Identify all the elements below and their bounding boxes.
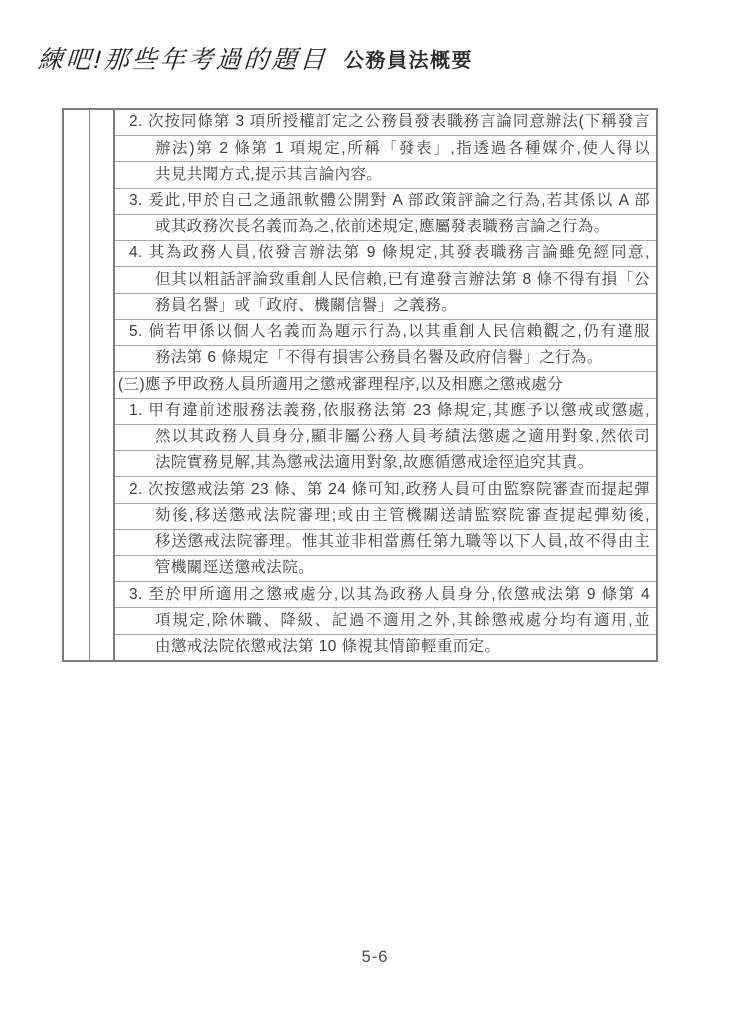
table-row-text: 劾後,移送懲戒法院審理;或由主管機關送請監察院審查提起彈劾後, — [155, 506, 650, 524]
running-head — [38, 40, 473, 76]
table-margin-column-1 — [64, 110, 90, 660]
table-row-text: 移送懲戒法院審理。惟其並非相當薦任第九職等以下人員,故不得由主 — [155, 533, 650, 551]
table-row — [115, 451, 656, 477]
table-row-text: 2. 次按懲戒法第 23 條、第 24 條可知,政務人員可由監察院審查而提起彈 — [129, 480, 650, 498]
table-row — [115, 504, 656, 530]
table-row — [115, 425, 656, 451]
table-row-text: 共見共聞方式,提示其言論內容。 — [155, 165, 383, 183]
table-row — [115, 215, 656, 241]
table-row — [115, 136, 656, 162]
table-row-text: 4. 其為政務人員,依發言辦法第 9 條規定,其發表職務言論雖免經同意, — [129, 244, 650, 262]
table-row — [115, 320, 656, 346]
table-row — [115, 110, 656, 136]
table-row — [115, 608, 656, 634]
table-row-text: 務員名譽」或「政府、機關信譽」之義務。 — [155, 296, 458, 314]
book-subject-title: 公務員法概要 — [343, 49, 473, 72]
table-row-text: 務法第 6 條規定「不得有損害公務員名譽及政府信譽」之行為。 — [155, 349, 603, 367]
table-row-text: 管機關逕送懲戒法院。 — [155, 559, 315, 577]
table-row — [115, 241, 656, 267]
table-row — [115, 267, 656, 293]
table-row — [115, 477, 656, 503]
table-row — [115, 162, 656, 188]
table-row-text: 3. 爰此,甲於自己之通訊軟體公開對 A 部政策評論之行為,若其係以 A 部 — [129, 192, 650, 210]
table-row-text: 項規定,除休職、降級、記過不適用之外,其餘懲戒處分均有適用,並 — [155, 611, 650, 629]
table-row-text: 法院實務見解,其為懲戒法適用對象,故應循懲戒途徑追究其責。 — [155, 454, 594, 472]
table-row-text: 2. 次按同條第 3 項所授權訂定之公務員發表職務言論同意辦法(下稱發言 — [129, 113, 650, 131]
table-row — [115, 582, 656, 608]
table-row — [115, 635, 656, 660]
table-row — [115, 556, 656, 582]
table-margin-column-2 — [90, 110, 115, 660]
table-row — [115, 346, 656, 372]
table-row-text: (三)應予甲政務人員所適用之懲戒審理程序,以及相應之懲戒處分 — [118, 375, 564, 393]
table-row-text: 1. 甲有違前述服務法義務,依服務法第 23 條規定,其應予以懲戒或懲處, — [129, 401, 650, 419]
table-row-text: 但其以粗話評論致重創人民信賴,已有違發言辦法第 8 條不得有損「公 — [155, 270, 650, 288]
table-row — [115, 189, 656, 215]
table-row — [115, 530, 656, 556]
table-row — [115, 372, 656, 398]
table-row-text: 5. 倘若甲係以個人名義而為題示行為,以其重創人民信賴觀之,仍有違服 — [129, 323, 650, 341]
book-series-title-handwritten: 練吧!那些年考過的題目 — [36, 46, 329, 74]
table-row-text: 由懲戒法院依懲戒法第 10 條視其情節輕重而定。 — [155, 638, 501, 655]
table-row — [115, 399, 656, 425]
page-number: 5-6 — [361, 948, 389, 966]
table-row-text: 然以其政務人員身分,顯非屬公務人員考績法懲處之適用對象,然依司 — [155, 428, 650, 446]
table-row — [115, 294, 656, 320]
answer-table — [62, 108, 658, 662]
table-row-text: 辦法)第 2 條第 1 項規定,所稱「發表」,指透過各種媒介,使人得以 — [155, 139, 650, 157]
table-content-column — [115, 110, 656, 660]
table-row-text: 或其政務次長名義而為之,依前述規定,應屬發表職務言論之行為。 — [155, 218, 610, 236]
table-row-text: 3. 至於甲所適用之懲戒處分,以其為政務人員身分,依懲戒法第 9 條第 4 — [129, 585, 650, 603]
